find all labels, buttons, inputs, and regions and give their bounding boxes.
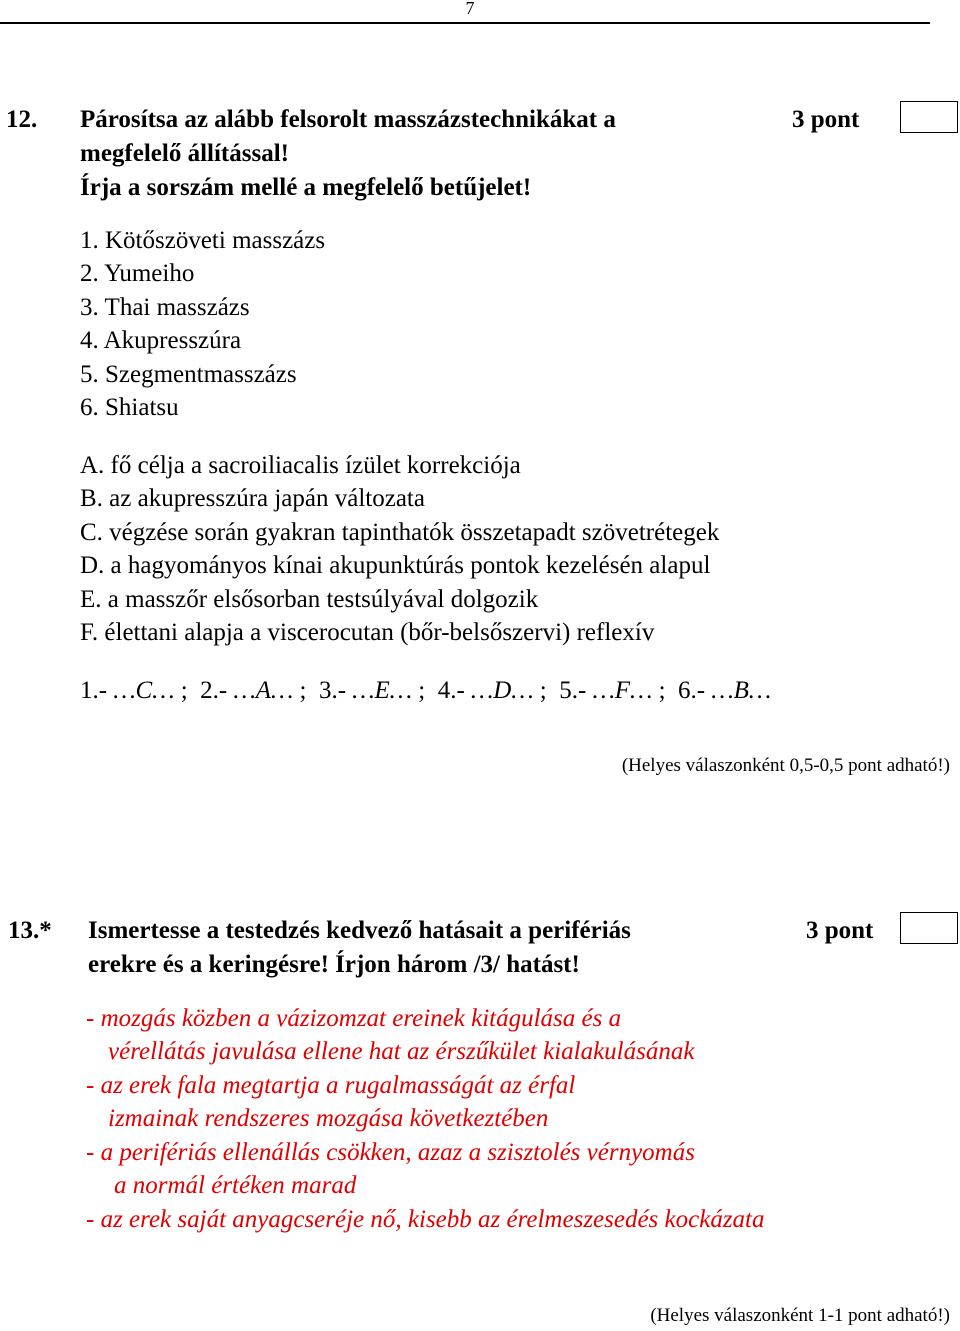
q13-score-box xyxy=(900,912,958,944)
answer-1-letter: …C… xyxy=(113,677,175,704)
q12-title-line-3: Írja a sorszám mellé a megfelelő betűjelet! xyxy=(80,174,532,201)
q13-scoring-note: (Helyes válaszonként 1-1 pont adható!) xyxy=(650,1305,950,1326)
page-number: 7 xyxy=(465,0,475,18)
answer-5-letter: …F… xyxy=(592,677,653,704)
answer-4-sep: ; xyxy=(539,677,547,704)
q12-points: 3 pont xyxy=(792,106,860,133)
q13-points: 3 pont xyxy=(806,917,874,944)
answer-6-num: 6.- xyxy=(678,677,706,704)
answer-4-num: 4.- xyxy=(437,677,465,704)
header-rule xyxy=(0,22,930,24)
q13-answer-line-1: - mozgás közben a vázizomzat ereinek kitágulása és a xyxy=(86,1005,622,1032)
q13-title-line-1: Ismertesse a testedzés kedvező hatásait a perifériás xyxy=(88,917,631,944)
statement-d: D. a hagyományos kínai akupunktúrás pontok kezelésén alapul xyxy=(80,552,711,579)
technique-3: 3. Thai masszázs xyxy=(80,294,250,321)
statement-f: F. élettani alapja a viscerocutan (bőr-belsőszervi) reflexív xyxy=(80,619,655,646)
technique-4: 4. Akupresszúra xyxy=(80,327,242,354)
q13-answer-line-3: - az erek fala megtartja a rugalmasságát az érfal xyxy=(86,1072,576,1099)
q13-answer-line-4: izmainak rendszeres mozgása következtében xyxy=(108,1105,549,1132)
answer-3-sep: ; xyxy=(418,677,426,704)
answer-4-letter: …D… xyxy=(471,677,534,704)
answer-1-sep: ; xyxy=(180,677,188,704)
technique-5: 5. Szegmentmasszázs xyxy=(80,361,297,388)
statement-a: A. fő célja a sacroiliacalis ízület korrekciója xyxy=(80,452,521,479)
answer-3-num: 3.- xyxy=(318,677,347,704)
answer-2-sep: ; xyxy=(299,677,307,704)
answer-1-num: 1.- xyxy=(80,677,108,704)
answer-row xyxy=(80,674,771,708)
q12-title-line-1: Párosítsa az alább felsorolt masszázstechnikákat a xyxy=(80,106,616,133)
answer-5-num: 5.- xyxy=(559,677,587,704)
q13-answer-line-2: vérellátás javulása ellene hat az érszűkület kialakulásának xyxy=(108,1038,695,1065)
q13-number: 13.* xyxy=(8,917,52,944)
answer-3-letter: …E… xyxy=(352,677,412,704)
statement-c: C. végzése során gyakran tapinthatók összetapadt szövetrétegek xyxy=(80,519,720,546)
answer-2-num: 2.- xyxy=(200,677,228,704)
q13-answer-line-5: - a perifériás ellenállás csökken, azaz a szisztolés vérnyomás xyxy=(86,1139,695,1166)
answer-2-letter: …A… xyxy=(233,677,294,704)
q12-score-box xyxy=(900,101,958,133)
technique-6: 6. Shiatsu xyxy=(80,394,179,421)
q12-number: 12. xyxy=(6,106,38,133)
q13-answer-line-7: - az erek saját anyagcseréje nő, kisebb az érelmeszesedés kockázata xyxy=(86,1206,765,1233)
technique-1: 1. Kötőszöveti masszázs xyxy=(80,227,326,254)
answer-6-letter: …B… xyxy=(711,677,772,704)
q12-scoring-note: (Helyes válaszonként 0,5-0,5 pont adható!) xyxy=(621,755,950,776)
answer-5-sep: ; xyxy=(658,677,666,704)
q12-title-line-2: megfelelő állítással! xyxy=(80,140,289,167)
q13-title-line-2: erekre és a keringésre! Írjon három /3/ hatást! xyxy=(88,951,580,978)
statement-e: E. a masszőr elsősorban testsúlyával dolgozik xyxy=(80,586,539,613)
statement-b: B. az akupresszúra japán változata xyxy=(80,485,425,512)
technique-2: 2. Yumeiho xyxy=(80,260,195,287)
q13-answer-line-6: a normál értéken marad xyxy=(114,1172,357,1199)
